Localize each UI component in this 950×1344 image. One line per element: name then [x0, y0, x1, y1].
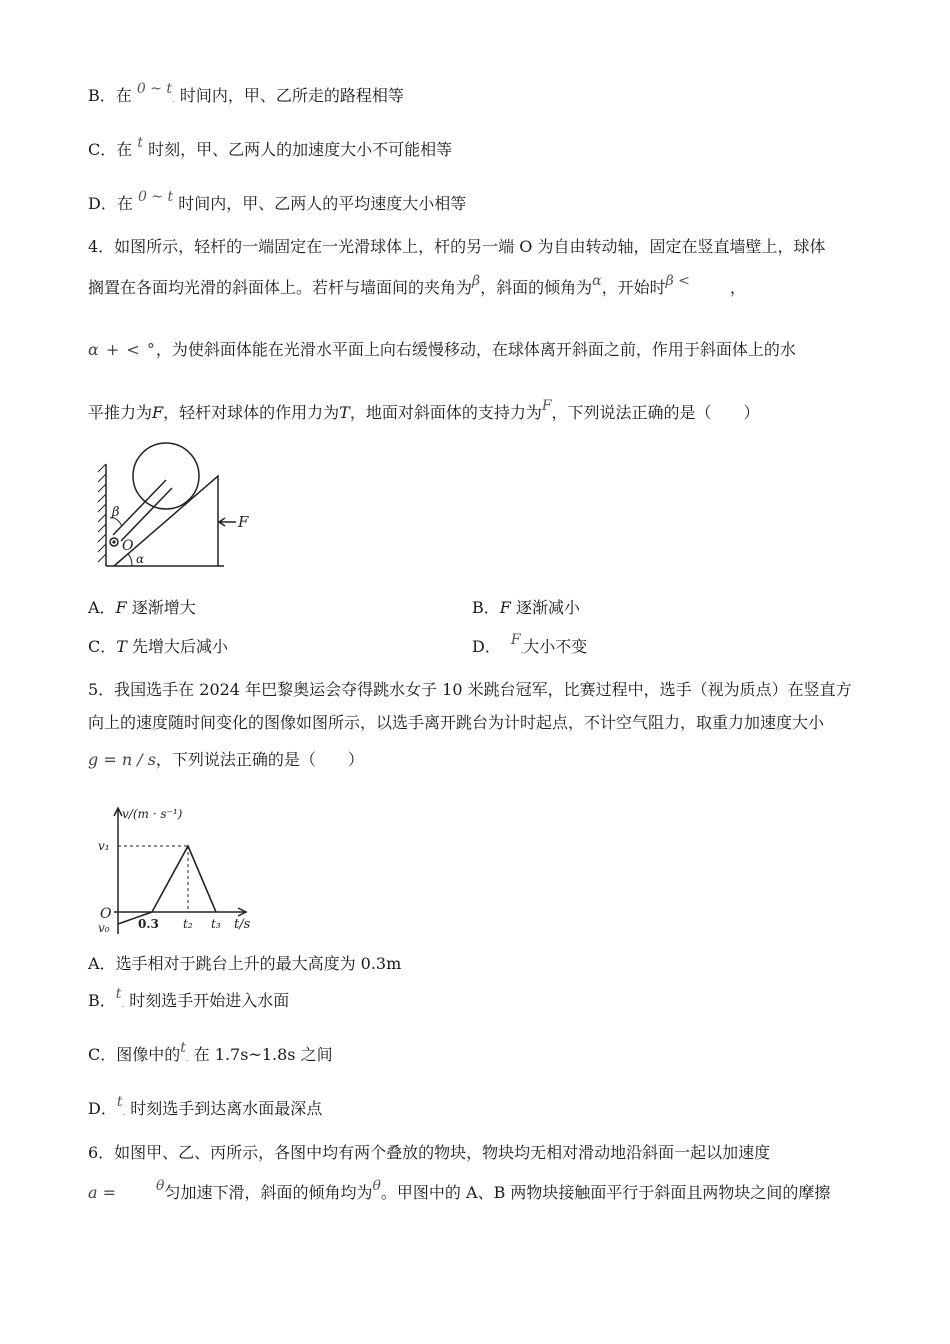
q6-stem-line1: 6．如图甲、乙、丙所示，各图中均有两个叠放的物块，物块均无相对滑动地沿斜面一起以加速度 — [88, 1143, 771, 1162]
alpha-arc — [128, 554, 132, 566]
q3-option-d: D．在 0 ~ t 时间内，甲、乙两人的平均速度大小相等 — [88, 189, 467, 213]
sphere — [133, 443, 199, 509]
math-expression: t — [137, 135, 143, 151]
math-expression: 0 ~ t — [137, 189, 174, 205]
wall-hatch — [98, 464, 106, 562]
q5-stem-line1: 5．我国选手在 2024 年巴黎奥运会夺得跳水女子 10 米跳台冠军，比赛过程中，选手（视为质点）在竖直方 — [88, 680, 852, 699]
q4-stem-line2: 搁置在各面均光滑的斜面体上。若杆与墙面间的夹角为β，斜面的倾角为α，开始时β < ， — [88, 273, 746, 297]
x-axis-label: t/s — [234, 917, 251, 932]
q4-option-d: D． F-大小不变 — [472, 632, 588, 657]
q5-vt-chart — [96, 800, 266, 940]
q5-option-d: D．t- 时刻选手到达离水面最深点 — [88, 1094, 323, 1119]
q4-option-c: C．T 先增大后减小 — [88, 637, 229, 656]
q4-figure — [96, 442, 266, 572]
x-tick-label: t₃ — [211, 917, 221, 931]
math-expression: 0 ~ t — [136, 81, 173, 97]
q4-option-a: A．F 逐渐增大 — [88, 598, 196, 617]
svg-text:F: F — [238, 513, 249, 531]
q4-stem-line4: 平推力为F，轻杆对球体的作用力为T，地面对斜面体的支持力为F，下列说法正确的是（ ） — [88, 398, 760, 422]
q5-option-c: C．图像中的t- 在 1.7s~1.8s 之间 — [88, 1040, 333, 1065]
origin-label: O — [100, 906, 112, 922]
rod-edge — [121, 488, 172, 541]
y-tick-label: v₀ — [98, 921, 110, 935]
q5-option-b: B．t- 时刻选手开始进入水面 — [88, 986, 290, 1011]
q5-stem-line2: 向上的速度随时间变化的图像如图所示，以选手离开跳台为计时起点，不计空气阻力，取重力加速度大小 — [88, 713, 825, 732]
q4-stem-line3: α + < °，为使斜面体能在光滑水平面上向右缓慢移动，在球体离开斜面之前，作用于斜面体上的水 — [88, 340, 796, 359]
q4-stem-line1: 4．如图所示，轻杆的一端固定在一光滑球体上，杆的另一端 O 为自由转动轴，固定在竖直墙壁上，球体 — [88, 237, 826, 256]
x-tick-label: t₂ — [183, 917, 193, 931]
q5-option-a: A．选手相对于跳台上升的最大高度为 0.3m — [88, 954, 402, 973]
y-tick-label: v₁ — [98, 839, 110, 853]
q3-option-b: B．在 0 ~ t- 时间内，甲、乙所走的路程相等 — [88, 81, 404, 106]
y-axis-label: v/(m · s⁻¹) — [122, 807, 183, 821]
q3-option-c: C．在 t 时刻，甲、乙两人的加速度大小不可能相等 — [88, 135, 453, 159]
x-tick-label: 0.3 — [138, 917, 159, 931]
q4-option-b: B．F 逐渐减小 — [472, 598, 580, 617]
q5-stem-line3: g = n / s，下列说法正确的是（ ） — [88, 750, 364, 769]
q6-stem-line2: a = θ匀加速下滑，斜面的倾角均为θ。甲图中的 A、B 两物块接触面平行于斜面且两物块之间的摩擦 — [88, 1178, 831, 1202]
svg-text:β: β — [112, 505, 120, 520]
svg-text:α: α — [136, 552, 145, 566]
svg-text:O: O — [122, 538, 134, 554]
